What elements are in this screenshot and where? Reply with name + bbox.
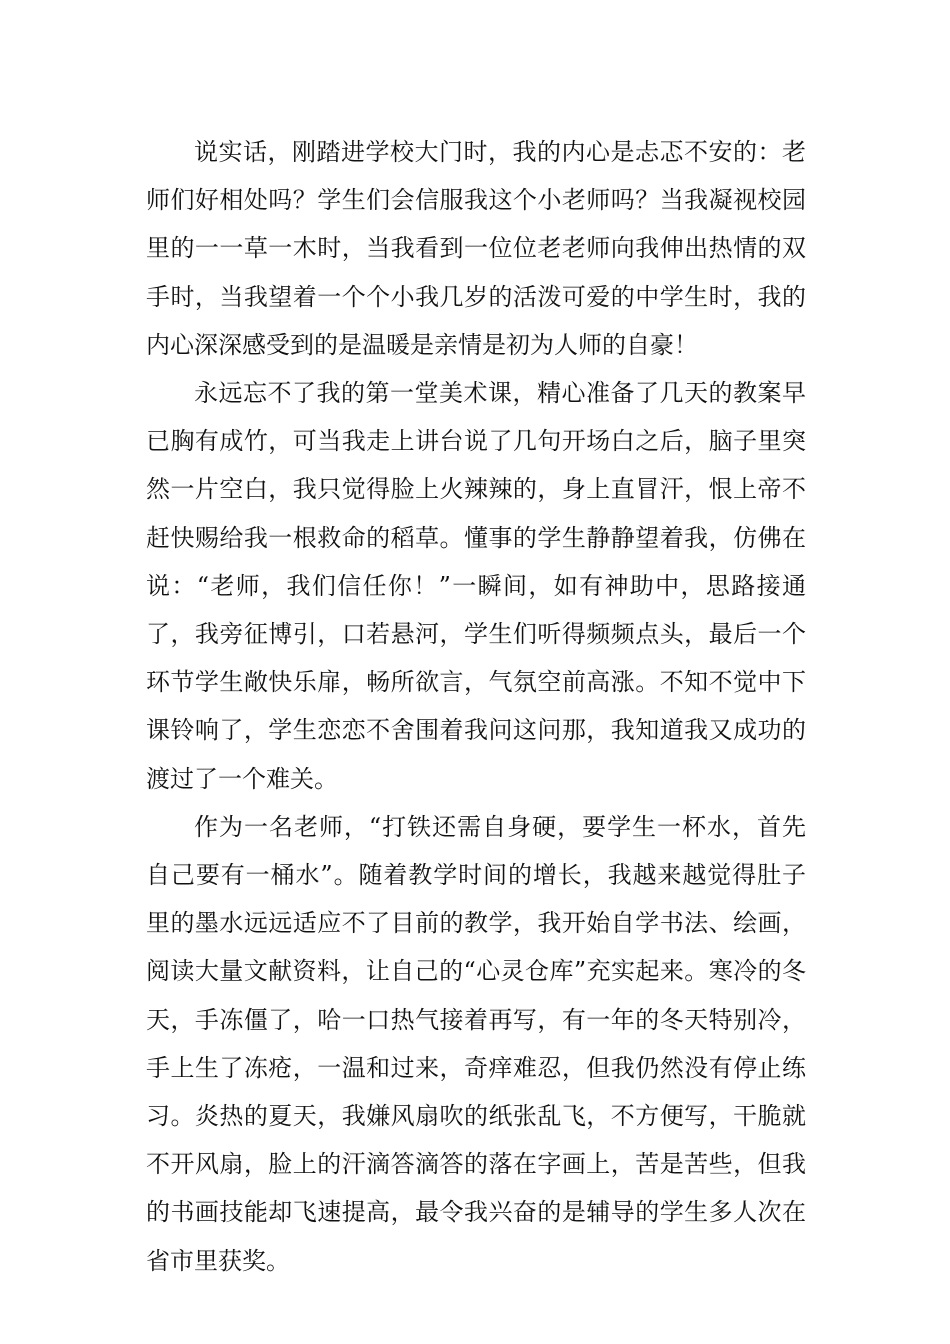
document-body — [146, 128, 806, 1285]
paragraph-3: 作为一名老师，“打铁还需自身硬，要学生一杯水，首先自己要有一桶水”。随着教学时间的增长，我越来越觉得肚子里的墨水远远适应不了目前的教学，我开始自学书法、绘画，阅读大量文献资料，让自己的“心灵仓库”充实起来。寒冷的冬天，手冻僵了，哈一口热气接着再写，有一年的冬天特别冷，手上生了冻疮，一温和过来，奇痒难忍，但我仍然没有停止练习。炎热的夏天，我嫌风扇吹的纸张乱飞，不方便写，干脆就不开风扇，脸上的汗滴答滴答的落在字画上，苦是苦些，但我的书画技能却飞速提高，最令我兴奋的是辅导的学生多人次在省市里获奖。 — [146, 812, 806, 1275]
paragraph-2: 永远忘不了我的第一堂美术课，精心准备了几天的教案早已胸有成竹，可当我走上讲台说了几句开场白之后，脑子里突然一片空白，我只觉得脸上火辣辣的，身上直冒汗，恨上帝不赶快赐给我一根救命的稻草。懂事的学生静静望着我，仿佛在说：“老师，我们信任你！”一瞬间，如有神助中，思路接通了，我旁征博引，口若悬河，学生们听得频频点头，最后一个环节学生敞快乐扉，畅所欲言，气氛空前高涨。不知不觉中下课铃响了，学生恋恋不舍围着我问这问那，我知道我又成功的渡过了一个难关。 — [146, 379, 806, 793]
paragraph-1: 说实话，刚踏进学校大门时，我的内心是忐忑不安的：老师们好相处吗？学生们会信服我这个小老师吗？当我凝视校园里的一一草一木时，当我看到一位位老老师向我伸出热情的双手时，当我望着一个个小我几岁的活泼可爱的中学生时，我的内心深深感受到的是温暖是亲情是初为人师的自豪！ — [146, 138, 806, 359]
